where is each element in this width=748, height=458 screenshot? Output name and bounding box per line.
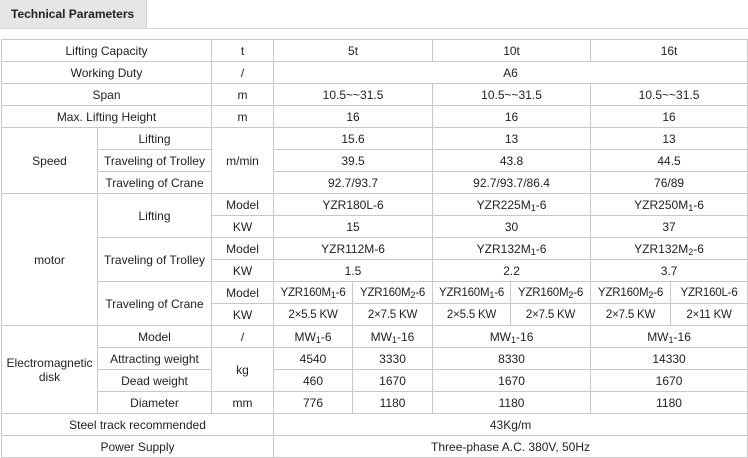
tab-divider	[0, 28, 748, 29]
group-label-disk: Electromagnetic disk	[2, 326, 98, 414]
unit-cell: KW	[212, 216, 274, 238]
unit-cell: /	[212, 62, 274, 84]
value-cell: 43Kg/m	[274, 414, 748, 436]
value-cell: $YZR225M_1-6$	[433, 194, 591, 216]
row-label: Traveling of Crane	[98, 282, 212, 326]
table-row	[2, 172, 748, 194]
table-row	[2, 326, 748, 348]
table-row	[2, 414, 748, 436]
group-label-speed: Speed	[2, 128, 98, 194]
table-row	[2, 370, 748, 392]
row-label: Traveling of Crane	[98, 172, 212, 194]
value-cell: $YZR160M_2-6$	[591, 282, 671, 304]
value-cell: 776	[274, 392, 353, 414]
value-cell: 44.5	[591, 150, 748, 172]
unit-cell: KW	[212, 304, 274, 326]
value-cell: 8330	[433, 348, 591, 370]
value-cell: $YZR160M_1-6$	[433, 282, 511, 304]
row-label: Traveling of Trolley	[98, 150, 212, 172]
value-cell: $MW_1-16$	[433, 326, 591, 348]
value-cell: 1670	[591, 370, 748, 392]
row-label: Working Duty	[2, 62, 212, 84]
row-label: Lifting	[98, 128, 212, 150]
value-cell: Three-phase A.C. 380V, 50Hz	[274, 436, 748, 458]
value-cell: 5t	[274, 40, 433, 62]
value-cell: 460	[274, 370, 353, 392]
table-row	[2, 238, 748, 260]
value-cell: $YZR160M_2-6$	[353, 282, 433, 304]
table-row	[2, 150, 748, 172]
value-cell: 2×5.5 KW	[274, 304, 353, 326]
value-cell: 3330	[353, 348, 433, 370]
value-cell: 1180	[433, 392, 591, 414]
value-cell: 1180	[591, 392, 748, 414]
value-cell: $YZR132M_2-6$	[591, 238, 748, 260]
value-cell: 10.5~~31.5	[591, 84, 748, 106]
value-cell: 4540	[274, 348, 353, 370]
table-row	[2, 392, 748, 414]
unit-cell: Model	[212, 238, 274, 260]
value-cell: $YZR160M_2-6$	[511, 282, 591, 304]
value-cell: 3.7	[591, 260, 748, 282]
unit-cell: mm	[212, 392, 274, 414]
value-cell: 16	[274, 106, 433, 128]
table-row	[2, 194, 748, 216]
value-cell: 13	[433, 128, 591, 150]
value-cell: YZR160L-6	[671, 282, 748, 304]
row-label: Steel track recommended	[2, 414, 274, 436]
value-cell: 15	[274, 216, 433, 238]
table-row	[2, 128, 748, 150]
unit-cell: Model	[212, 194, 274, 216]
row-label: Attracting weight	[98, 348, 212, 370]
value-cell: 16	[433, 106, 591, 128]
table-row	[2, 62, 748, 84]
value-cell: 2×7.5 KW	[353, 304, 433, 326]
unit-cell: kg	[212, 348, 274, 392]
value-cell: $MW_1-6$	[274, 326, 353, 348]
value-cell: 30	[433, 216, 591, 238]
value-cell: 76/89	[591, 172, 748, 194]
row-label: Dead weight	[98, 370, 212, 392]
table-row	[2, 40, 748, 62]
table-row	[2, 282, 748, 304]
value-cell: 1.5	[274, 260, 433, 282]
value-cell: YZR180L-6	[274, 194, 433, 216]
table-row	[2, 436, 748, 458]
unit-cell: m	[212, 84, 274, 106]
row-label: Lifting	[98, 194, 212, 238]
row-label: Lifting Capacity	[2, 40, 212, 62]
value-cell: $MW_1-16$	[353, 326, 433, 348]
table-row	[2, 348, 748, 370]
value-cell: 92.7/93.7	[274, 172, 433, 194]
value-cell: 2×11 KW	[671, 304, 748, 326]
unit-cell: /	[212, 326, 274, 348]
row-label: Power Supply	[2, 436, 274, 458]
unit-cell: Model	[212, 282, 274, 304]
value-cell: $YZR132M_1-6$	[433, 238, 591, 260]
tab-label: Technical Parameters	[11, 7, 135, 21]
value-cell: 37	[591, 216, 748, 238]
value-cell: 1670	[353, 370, 433, 392]
table-row	[2, 106, 748, 128]
value-cell: 10t	[433, 40, 591, 62]
value-cell: A6	[274, 62, 748, 84]
value-cell: 2×7.5 KW	[591, 304, 671, 326]
row-label: Traveling of Trolley	[98, 238, 212, 282]
row-label: Span	[2, 84, 212, 106]
value-cell: 39.5	[274, 150, 433, 172]
value-cell: 2×5.5 KW	[433, 304, 511, 326]
unit-cell: KW	[212, 260, 274, 282]
value-cell: $YZR250M_1-6$	[591, 194, 748, 216]
value-cell: 16t	[591, 40, 748, 62]
value-cell: 13	[591, 128, 748, 150]
value-cell: 16	[591, 106, 748, 128]
group-label-motor: motor	[2, 194, 98, 326]
row-label: Model	[98, 326, 212, 348]
value-cell: YZR112M-6	[274, 238, 433, 260]
unit-cell: m/min	[212, 128, 274, 194]
value-cell: 10.5~~31.5	[433, 84, 591, 106]
value-cell: 14330	[591, 348, 748, 370]
row-label: Max. Lifting Height	[2, 106, 212, 128]
value-cell: 2×7.5 KW	[511, 304, 591, 326]
row-label: Diameter	[98, 392, 212, 414]
unit-cell: t	[212, 40, 274, 62]
unit-cell: m	[212, 106, 274, 128]
value-cell: 2.2	[433, 260, 591, 282]
value-cell: 1180	[353, 392, 433, 414]
technical-parameters-tab[interactable]	[0, 0, 147, 28]
technical-parameters-table	[1, 39, 748, 458]
value-cell: 10.5~~31.5	[274, 84, 433, 106]
value-cell: $MW_1-16$	[591, 326, 748, 348]
value-cell: $YZR160M_1-6$	[274, 282, 353, 304]
value-cell: 92.7/93.7/86.4	[433, 172, 591, 194]
value-cell: 1670	[433, 370, 591, 392]
value-cell: 15.6	[274, 128, 433, 150]
table-row	[2, 84, 748, 106]
value-cell: 43.8	[433, 150, 591, 172]
